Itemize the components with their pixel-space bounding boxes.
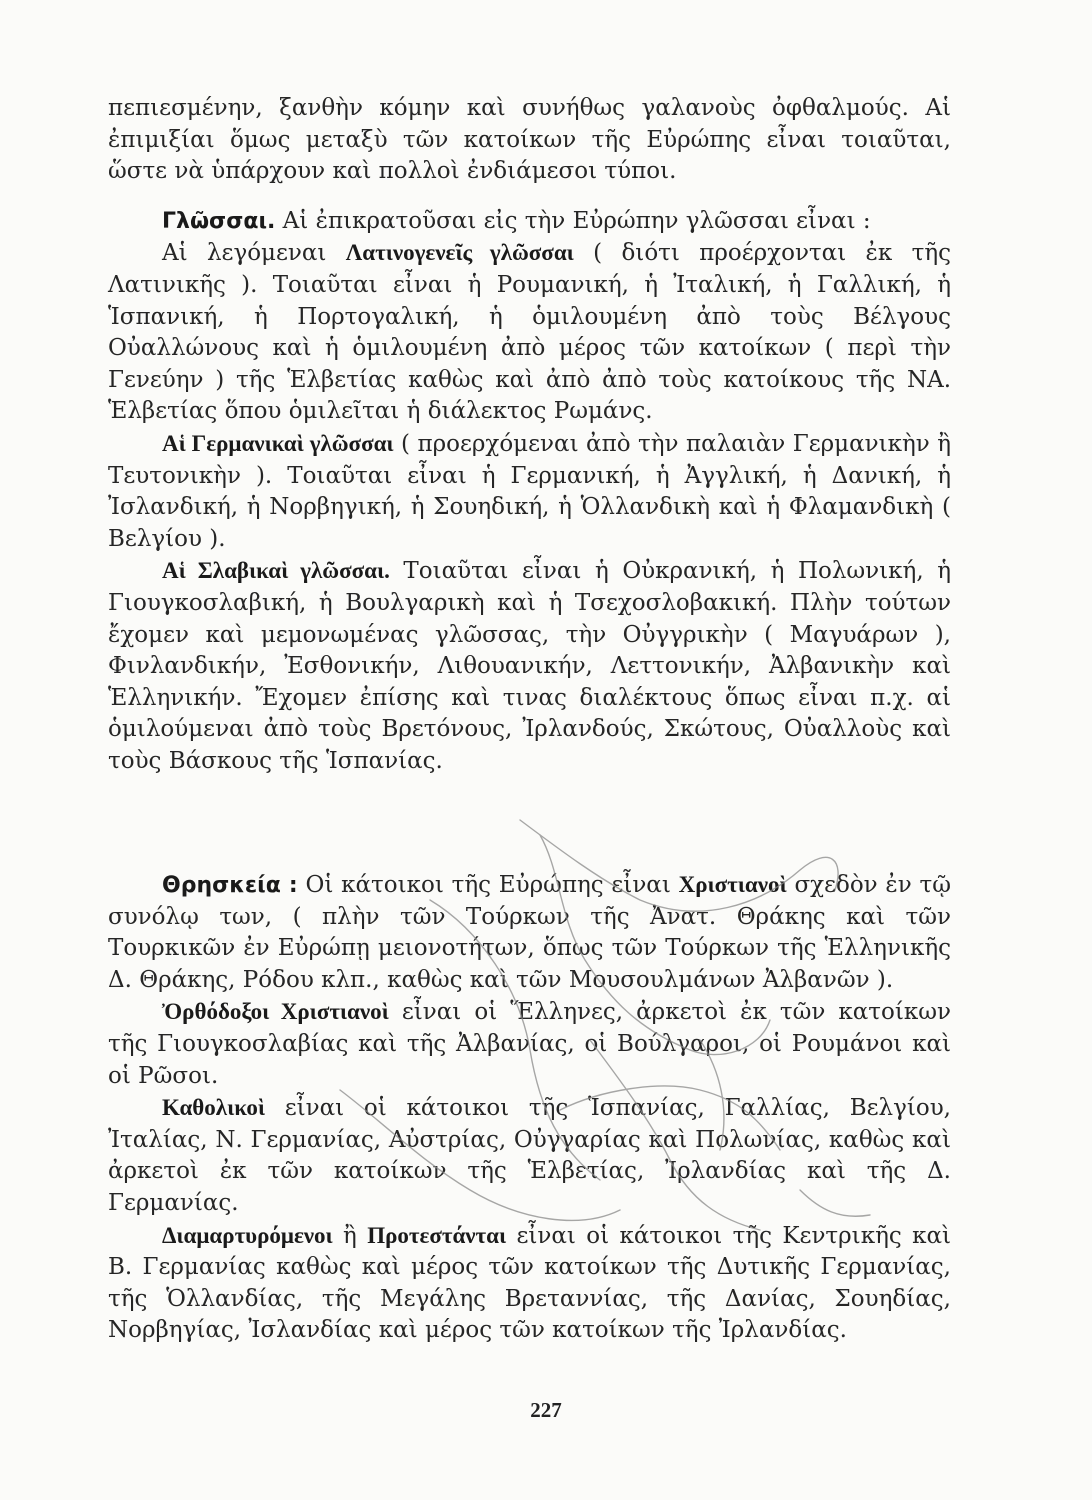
text-block-religion bbox=[108, 869, 951, 1347]
paragraph-languages-heading: Γλῶσσαι. Αἱ ἐπικρατοῦσαι εἰς τὴν Εὐρώπην γλῶσσαι εἶναι : bbox=[162, 207, 871, 234]
term-slavic-languages: Αἱ Σλαβικαὶ γλῶσσαι. bbox=[162, 558, 390, 584]
paragraph-intro: πεπιεσμένην, ξανθὴν κόμην καὶ συνήθως γαλανοὺς ὀφθαλμούς. Αἱ ἐπιμιξίαι ὅμως μεταξὺ τῶν κατοίκων τῆς Εὐρώπης εἶναι τοιαῦται, ὥστε νὰ ὑπάρχουν καὶ πολλοὶ ἐνδιάμεσοι τύποι. bbox=[108, 95, 951, 185]
section-heading-religion: Θρησκεία : bbox=[162, 873, 298, 898]
paragraph-germanic-languages: Αἱ Γερμανικαὶ γλῶσσαι ( προερχόμεναι ἀπὸ τὴν παλαιὰν Γερμανικὴν ἢ Τευτονικὴν ). Τοιαῦται εἶναι ἡ Γερμανική, ἡ Ἀγγλική, ἡ Δανική, ἡ Ἰσλανδική, ἡ Νορβηγική, ἡ Σουηδική, ἡ Ὁλλανδικὴ καὶ ἡ Φλαμανδικὴ ( Βελγίου ). bbox=[108, 430, 952, 552]
paragraph-catholic: Καθολικοὶ εἶναι οἱ κάτοικοι τῆς Ἱσπανίας, Γαλλίας, Βελγίου, Ἰταλίας, Ν. Γερμανίας, Αὐστρίας, Οὐγγαρίας καὶ Πολωνίας, καθὼς καὶ ἀρκετοὶ ἐκ τῶν κατοίκων τῆς Ἑλβετίας, Ἰρλανδίας καὶ τῆς Δ. Γερμανίας. bbox=[108, 1095, 951, 1216]
term-protestants-alt: Προτεστάνται bbox=[367, 1222, 507, 1248]
term-protestants: Διαμαρτυρόμενοι bbox=[162, 1222, 333, 1248]
paragraph-religion: Θρησκεία : Οἱ κάτοικοι τῆς Εὐρώπης εἶναι Χριστιανοὶ σχεδὸν ἐν τῷ συνόλῳ των, ( πλὴν τῶν Τούρκων τῆς Ἀνατ. Θράκης καὶ τῶν Τουρκικῶν ἐν Εὐρώπῃ μειονοτήτων, ὅπως τῶν Τούρκων τῆς Ἑλληνικῆς Δ. Θράκης, Ρόδου κλπ., καθὼς καὶ τῶν Μουσουλμάνων Ἀλβανῶν ). bbox=[108, 872, 952, 993]
term-christians: Χριστιανοὶ bbox=[678, 872, 787, 897]
page-number: 227 bbox=[530, 1398, 562, 1422]
section-heading-languages: Γλῶσσαι. bbox=[162, 208, 276, 234]
term-germanic-languages: Αἱ Γερμανικαὶ γλῶσσαι bbox=[162, 430, 394, 456]
paragraph-slavic-languages: Αἱ Σλαβικαὶ γλῶσσαι. Τοιαῦται εἶναι ἡ Οὐκρανική, ἡ Πολωνική, ἡ Γιουγκοσλαβική, ἡ Βουλγαρικὴ καὶ ἡ Τσεχοσλοβακική. Πλὴν τούτων ἔχομεν καὶ μεμονωμένας γλῶσσας, τὴν Οὐγγρικὴν ( Μαγυάρων ), Φινλανδικήν, Ἐσθονικήν, Λιθουανικήν, Λεττονικήν, Ἀλβανικὴν καὶ Ἑλληνικήν. Ἔχομεν ἐπίσης καὶ τινας διαλέκτους ὅπως εἶναι π.χ. αἱ ὁμιλούμεναι ἀπὸ τοὺς Βρετόνους, Ἰρλανδούς, Σκώτους, Οὐαλλοὺς καὶ τοὺς Βάσκους τῆς Ἱσπανίας. bbox=[108, 558, 951, 774]
paragraph-orthodox: Ὀρθόδοξοι Χριστιανοὶ εἶναι οἱ Ἕλληνες, ἀρκετοὶ ἐκ τῶν κατοίκων τῆς Γιουγκοσλαβίας καὶ τῆς Ἀλβανίας, οἱ Βούλγαροι, οἱ Ρουμάνοι καὶ οἱ Ρῶσοι. bbox=[108, 999, 951, 1089]
paragraph-latin-languages: Αἱ λεγόμεναι Λατινογενεῖς γλῶσσαι ( διότι προέρχονται ἐκ τῆς Λατινικῆς ). Τοιαῦται εἶναι ἡ Ρουμανική, ἡ Ἰταλική, ἡ Γαλλική, ἡ Ἱσπανική, ἡ Πορτογαλική, ἡ ὁμιλουμένη ἀπὸ τοὺς Βέλγους Οὐαλλώνους καὶ ἡ ὁμιλουμένη ἀπὸ μέρος τῶν κατοίκων ( περὶ τὴν Γενεύην ) τῆς Ἑλβετίας καθὼς καὶ ἀπὸ ἀπὸ τοὺς κατοίκους τῆς ΝΑ. Ἑλβετίας ὅπου ὁμιλεῖται ἡ διάλεκτος Ρωμάνς. bbox=[108, 240, 951, 425]
text-block-languages bbox=[108, 93, 951, 777]
paragraph-protestant: Διαμαρτυρόμενοι ἢ Προτεστάνται εἶναι οἱ κάτοικοι τῆς Κεντρικῆς καὶ Β. Γερμανίας καθὼς καὶ μέρος τῶν κατοίκων τῆς Δυτικῆς Γερμανίας, τῆς Ὁλλανδίας, τῆς Μεγάλης Βρεταννίας, τῆς Δανίας, Σουηδίας, Νορβηγίας, Ἰσλανδίας καὶ μέρος τῶν κατοίκων τῆς Ἰρλανδίας. bbox=[108, 1222, 952, 1344]
term-latin-languages: Λατινογενεῖς γλῶσσαι bbox=[345, 240, 574, 266]
term-orthodox: Ὀρθόδοξοι Χριστιανοὶ bbox=[162, 999, 389, 1025]
term-catholic: Καθολικοὶ bbox=[162, 1095, 265, 1121]
